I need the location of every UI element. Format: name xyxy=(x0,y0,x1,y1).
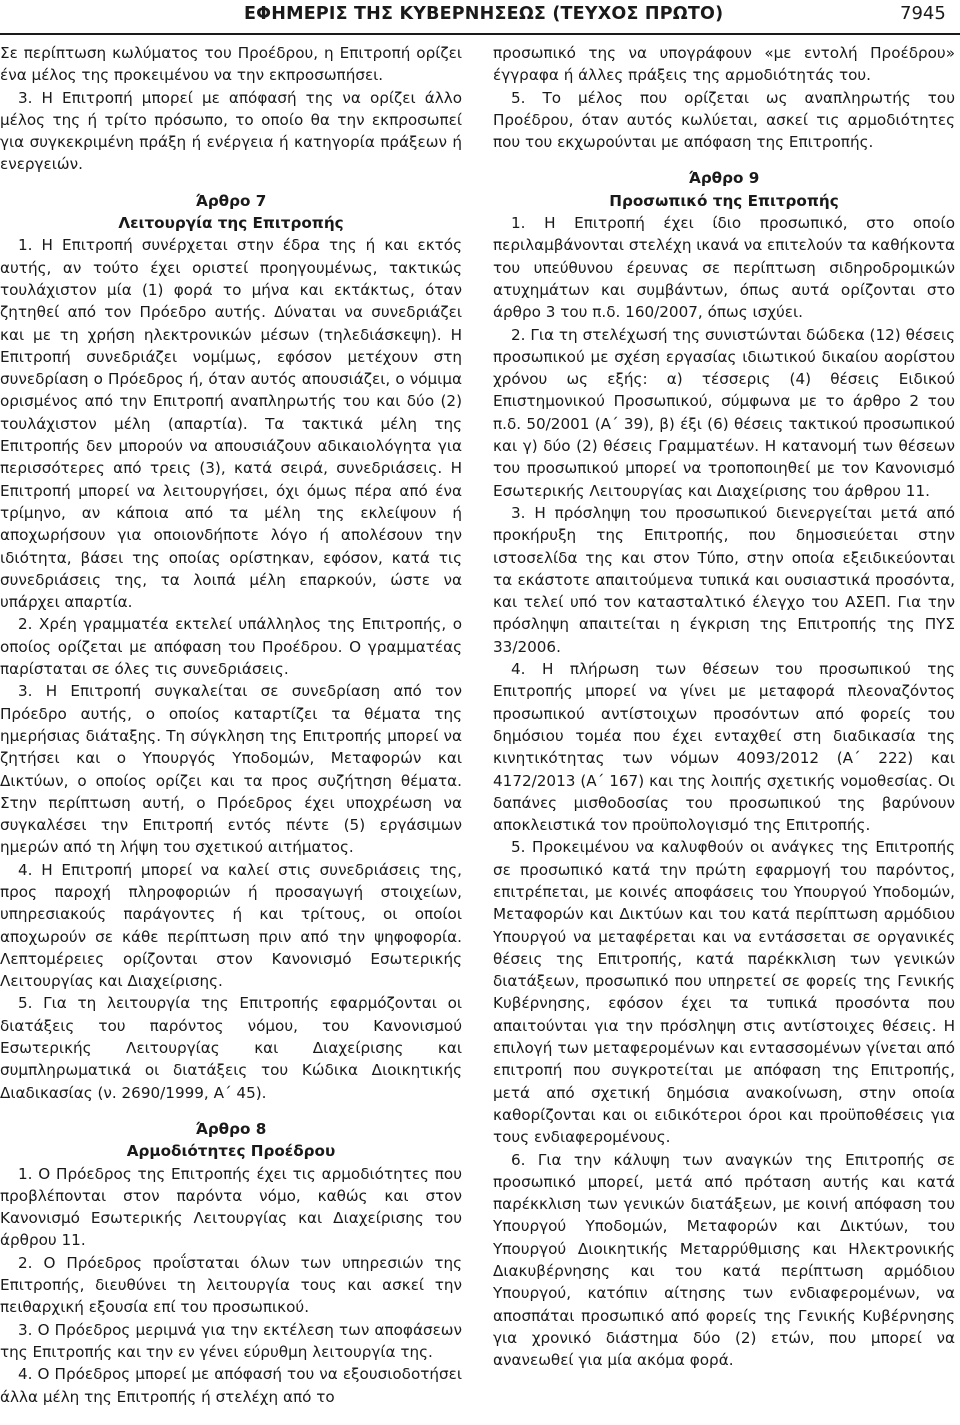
paragraph: 2. Ο Πρόεδρος προΐσταται όλων των υπηρεσιών της Επιτροπής, διευθύνει τη λειτουργία τους και ασκεί την πειθαρχική εξουσία επί του προσωπικού. xyxy=(0,1253,462,1317)
spacer xyxy=(0,1104,462,1118)
right-column xyxy=(493,42,955,1372)
article-8-title: Αρμοδιότητες Προέδρου xyxy=(126,1142,336,1161)
paragraph: 1. Η Επιτροπή συνέρχεται στην έδρα της ή και εκτός αυτής, αν τούτο έχει οριστεί προηγουμένως, τακτικώς τουλάχιστον μία (1) φορά το μήνα και εκτάκτως, όταν ζητηθεί από τον Πρόεδρο αυτής. Δύναται να συνεδριάζει και με τη χρήση ηλεκτρονικών μέσων (τηλεδιάσκεψη). Η Επιτροπή συνεδριάζει νομίμως, εφόσον μετέχουν στη συνεδρίαση ο Πρόεδρος ή, όταν αυτός απουσιάζει, ο νόμιμα ορισμένος από την Επιτροπή αναπληρωτής του και δύο (2) τουλάχιστον μέλη (απαρτία). Τα τακτικά μέλη της Επιτροπής δεν μπορούν να απουσιάζουν αδικαιολόγητα για περισσότερες από τρεις (3), κατά σειρά, συνεδριάσεις. Η Επιτροπή μπορεί να λειτουργήσει, όχι όμως πέρα από ένα τρίμηνο, αν κάποια από τα μέλη της εκλείψουν ή αποχωρήσουν για οποιονδήποτε λόγο ή απολέσουν την ιδιότητα, βάσει της οποίας ορίστηκαν, εφόσον, κατά τις συνεδριάσεις της, τα λοιπά μέλη επαρκούν, ώστε να υπάρχει απαρτία. xyxy=(0,236,462,612)
spacer xyxy=(0,176,462,190)
article-9-title: Προσωπικό της Επιτροπής xyxy=(609,191,839,210)
paragraph: 5. Για τη λειτουργία της Επιτροπής εφαρμόζονται οι διατάξεις του παρόντος νόμου, του Κανονισμού Εσωτερικής Λειτουργίας και Διαχείρισης και συμπληρωματικά οι διατάξεις του Κώδικα Διοικητικής Διαδικασίας (ν. 2690/1999, Α΄ 45). xyxy=(0,994,462,1102)
paragraph: 3. Η Επιτροπή μπορεί με απόφασή της να ορίζει άλλο μέλος της ή τρίτο πρόσωπο, το οποίο θα την εκπροσωπεί για συγκεκριμένη πράξη ή ενέργεια ή κατηγορία πράξεων ή ενεργειών. xyxy=(0,88,462,174)
header-rule xyxy=(0,33,960,35)
paragraph: Σε περίπτωση κωλύματος του Προέδρου, η Επιτροπή ορίζει ένα μέλος της προκειμένου να την εκπροσωπήσει. xyxy=(0,44,462,85)
article-7-number: Άρθρο 7 xyxy=(195,191,267,210)
paragraph: 4. Η Επιτροπή μπορεί να καλεί στις συνεδριάσεις της, προς παροχή πληροφοριών ή προσαγωγή στοιχείων, υπηρεσιακούς παράγοντες ή και τρίτους, οι οποίοι αποχωρούν σε κάθε περίπτωση πριν από την ψηφοφορία. Λεπτομέρειες ορίζονται στον Κανονισμό Εσωτερικής Λειτουργίας και Διαχείρισης. xyxy=(0,860,462,991)
paragraph: 4. Ο Πρόεδρος μπορεί με απόφασή του να εξουσιοδοτήσει άλλα μέλη της Επιτροπής ή στελέχη από το xyxy=(0,1365,462,1406)
paragraph: 2. Για τη στελέχωσή της συνιστώνται δώδεκα (12) θέσεις προσωπικού με σχέση εργασίας ιδιωτικού δικαίου αορίστου χρόνου ως εξής: α) τέσσερις (4) θέσεις Ειδικού Επιστημονικού Προσωπικού, σύμφωνα με το άρθρο 2 του π.δ. 50/2001 (Α΄ 39), β) έξι (6) θέσεις τακτικού προσωπικού και γ) δύο (2) θέσεις Γραμματέων. Η κατανομή των θέσεων του προσωπικού μπορεί να τροποποιηθεί με τον Κανονισμό Εσωτερικής Λειτουργίας και Διαχείρισης του άρθρου 11. xyxy=(493,325,955,500)
paragraph: 5. Το μέλος που ορίζεται ως αναπληρωτής του Προέδρου, όταν αυτός κωλύεται, ασκεί τις αρμοδιότητες που του εκχωρούνται με απόφαση της Επιτροπής. xyxy=(493,88,955,152)
paragraph: 1. Η Επιτροπή έχει ίδιο προσωπικό, στο οποίο περιλαμβάνονται στελέχη ικανά να επιτελούν τα καθήκοντα του υπεύθυνου έρευνας σε περίπτωση σιδηροδρομικών ατυχημάτων και συμβάντων, όπως αυτά ορίζονται στο άρθρο 3 του π.δ. 160/2007, όπως ισχύει. xyxy=(493,214,955,322)
paragraph: 5. Προκειμένου να καλυφθούν οι ανάγκες της Επιτροπής σε προσωπικό κατά την πρώτη εφαρμογή του παρόντος, επιτρέπεται, με κοινές αποφάσεις του Υπουργού Υποδομών, Μεταφορών και Δικτύων και του κατά περίπτωση αρμόδιου Υπουργού να μεταφέρεται και να εντάσσεται σε οργανικές θέσεις της Επιτροπής, κατά παρέκκλιση των γενικών διατάξεων, προσωπικό που υπηρετεί σε φορείς της Γενικής Κυβέρνησης, εφόσον έχει τα τυπικά προσόντα που απαιτούνται για την πρόσληψη στις αντίστοιχες θέσεις. Η επιλογή των μεταφερομένων και εντασσομένων γίνεται από επιτροπή που συγκροτείται με απόφαση της Επιτροπής, μετά από σχετική δημόσια ανακοίνωση, στην οποία καθορίζονται και οι ειδικότεροι όροι και προϋποθέσεις για τους ενδιαφερομένους. xyxy=(493,838,955,1147)
paragraph: 3. Η Επιτροπή συγκαλείται σε συνεδρίαση από τον Πρόεδρο αυτής, ο οποίος καταρτίζει τα θέματα της ημερήσιας διάταξης. Τη σύγκληση της Επιτροπής μπορεί να ζητήσει και ο Υπουργός Υποδομών, Μεταφορών και Δικτύων, ο οποίος ορίζει και τα προς συζήτηση θέματα. Στην περίπτωση αυτή, ο Πρόεδρος έχει υποχρέωση να συγκαλέσει την Επιτροπή εντός πέντε (5) εργάσιμων ημερών από τη λήψη του σχετικού αιτήματος. xyxy=(0,682,462,857)
paragraph: 3. Ο Πρόεδρος μεριμνά για την εκτέλεση των αποφάσεων της Επιτροπής και την εν γένει εύρυθμη λειτουργία της. xyxy=(0,1320,462,1361)
left-column xyxy=(0,42,462,1408)
paragraph: 3. Η πρόσληψη του προσωπικού διενεργείται μετά από προκήρυξη της Επιτροπής, που δημοσιεύεται στην ιστοσελίδα της και στον Τύπο, στην οποία εξειδικεύονται τα εκάστοτε απαιτούμενα τυπικά και ουσιαστικά προσόντα, και τελεί υπό τον κατασταλτικό έλεγχο του ΑΣΕΠ. Για την πρόσληψη απαιτείται η έγκριση της Επιτροπής της ΠΥΣ 33/2006. xyxy=(493,503,955,656)
article-7-title: Λειτουργία της Επιτροπής xyxy=(118,214,344,233)
paragraph: προσωπικό της να υπογράφουν «με εντολή Προέδρου» έγγραφα ή άλλες πράξεις της αρμοδιότητάς του. xyxy=(493,44,955,85)
paragraph: 6. Για την κάλυψη των αναγκών της Επιτροπής σε προσωπικό μπορεί, μετά από πρόταση αυτής και κατά παρέκκλιση των γενικών διατάξεων, με κοινή απόφαση του Υπουργού Υποδομών, Μεταφορών και Δικτύων, του Υπουργού Διοικητικής Μεταρρύθμισης και Ηλεκτρονικής Διακυβέρνησης και του κατά περίπτωση αρμόδιου Υπουργού, κατόπιν αίτησης των ενδιαφερομένων, να αποσπάται προσωπικό από φορείς της Γενικής Κυβέρνησης για χρονικό διάστημα δύο (2) ετών, που μπορεί να ανανεωθεί για μία ακόμα φορά. xyxy=(493,1150,955,1370)
article-9-number: Άρθρο 9 xyxy=(688,169,760,188)
gazette-title: ΕΦΗΜΕΡΙΣ ΤΗΣ ΚΥΒΕΡΝΗΣΕΩΣ (ΤΕΥΧΟΣ ΠΡΩΤΟ) xyxy=(244,4,724,24)
spacer xyxy=(493,153,955,167)
paragraph: 2. Χρέη γραμματέα εκτελεί υπάλληλος της Επιτροπής, ο οποίος ορίζεται με απόφαση του Προέδρου. Ο γραμματέας παρίσταται σε όλες τις συνεδριάσεις. xyxy=(0,615,462,679)
page-number: 7945 xyxy=(900,3,946,24)
paragraph: 1. Ο Πρόεδρος της Επιτροπής έχει τις αρμοδιότητες που προβλέπονται στον παρόντα νόμο, καθώς και στον Κανονισμό Εσωτερικής Λειτουργίας και Διαχείρισης του άρθρου 11. xyxy=(0,1164,462,1250)
page-header xyxy=(0,0,960,36)
article-8-number: Άρθρο 8 xyxy=(195,1119,267,1138)
paragraph: 4. Η πλήρωση των θέσεων του προσωπικού της Επιτροπής μπορεί να γίνει με μεταφορά πλεοναζόντος προσωπικού αντίστοιχων προσόντων από φορείς του δημόσιου τομέα που έχει ενταχθεί στη διαδικασία της κινητικότητας των νόμων 4093/2012 (Α΄ 222) και 4172/2013 (Α΄ 167) και της λοιπής σχετικής νομοθεσίας. Οι δαπάνες μισθοδοσίας του προσωπικού της βαρύνουν αποκλειστικά τον προϋπολογισμό της Επιτροπής. xyxy=(493,660,955,835)
